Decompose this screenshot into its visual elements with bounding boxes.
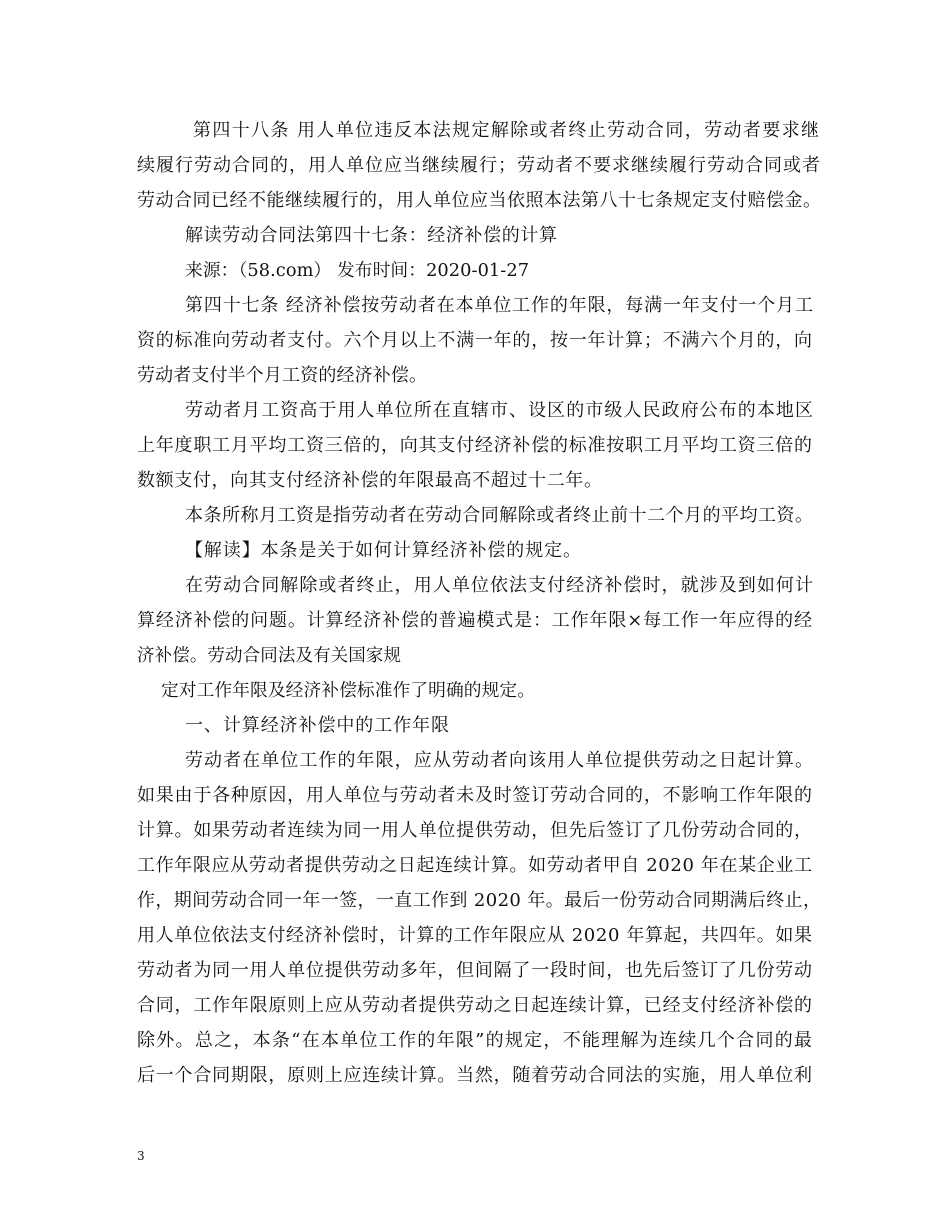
text-line: 来源：（58.com） 发布时间：2020-01-27	[185, 261, 530, 281]
text-line: 作，期间劳动合同一年一签，一直工作到 2020 年。最后一份劳动合同期满后终止，	[137, 890, 822, 911]
text-line: 续履行劳动合同的，用人单位应当继续履行；劳动者不要求继续履行劳动合同或者	[137, 155, 821, 176]
text-line: 计算。如果劳动者连续为同一用人单位提供劳动，但先后签订了几份劳动合同的，	[137, 820, 813, 841]
text-line: 定对工作年限及经济补偿标准作了明确的规定。	[161, 681, 536, 701]
text-line: 劳动合同已经不能继续履行的，用人单位应当依照本法第八十七条规定支付赔偿金。	[137, 190, 822, 211]
text-line: 劳动者支付半个月工资的经济补偿。	[137, 365, 428, 386]
text-line: 济补偿。劳动合同法及有关国家规	[137, 646, 402, 666]
text-line: 劳动者为同一用人单位提供劳动多年，但间隔了一段时间，也先后签订了几份劳动	[137, 960, 813, 981]
text-line: 如果由于各种原因，用人单位与劳动者未及时签订劳动合同的，不影响工作年限的	[137, 785, 813, 806]
text-line: 后一个合同期限，原则上应连续计算。当然，随着劳动合同法的实施，用人单位利	[137, 1065, 813, 1086]
text-line: 第四十七条 经济补偿按劳动者在本单位工作的年限，每满一年支付一个月工	[185, 295, 814, 316]
text-line: 本条所称月工资是指劳动者在劳动合同解除或者终止前十二个月的平均工资。	[185, 505, 814, 526]
text-line: 【解读】本条是关于如何计算经济补偿的规定。	[185, 540, 582, 561]
text-line: 解读劳动合同法第四十七条：经济补偿的计算	[185, 225, 558, 246]
text-line: 第四十八条 用人单位违反本法规定解除或者终止劳动合同，劳动者要求继	[193, 120, 821, 141]
text-line: 劳动者月工资高于用人单位所在直辖市、设区的市级人民政府公布的本地区	[185, 400, 815, 421]
text-line: 资的标准向劳动者支付。六个月以上不满一年的，按一年计算；不满六个月的，向	[137, 330, 813, 351]
text-line: 合同，工作年限原则上应从劳动者提供劳动之日起连续计算，已经支付经济补偿的	[137, 995, 813, 1016]
text-line: 用人单位依法支付经济补偿时，计算的工作年限应从 2020 年算起，共四年。如果	[137, 925, 813, 946]
text-line: 工作年限应从劳动者提供劳动之日起连续计算。如劳动者甲自 2020 年在某企业工	[137, 855, 813, 876]
text-line: 上年度职工月平均工资三倍的，向其支付经济补偿的标准按职工月平均工资三倍的	[137, 435, 813, 456]
text-line: 除外。总之，本条“在本单位工作的年限”的规定，不能理解为连续几个合同的最	[137, 1030, 814, 1051]
text-line: 劳动者在单位工作的年限，应从劳动者向该用人单位提供劳动之日起计算。	[185, 750, 815, 771]
page-number: 3	[137, 1149, 145, 1163]
text-line: 在劳动合同解除或者终止，用人单位依法支付经济补偿时，就涉及到如何计	[185, 575, 815, 596]
text-line: 数额支付，向其支付经济补偿的年限最高不超过十二年。	[137, 470, 603, 491]
text-line: 一、计算经济补偿中的工作年限	[185, 715, 450, 736]
text-line: 算经济补偿的问题。计算经济补偿的普遍模式是：工作年限×每工作一年应得的经	[137, 610, 813, 631]
